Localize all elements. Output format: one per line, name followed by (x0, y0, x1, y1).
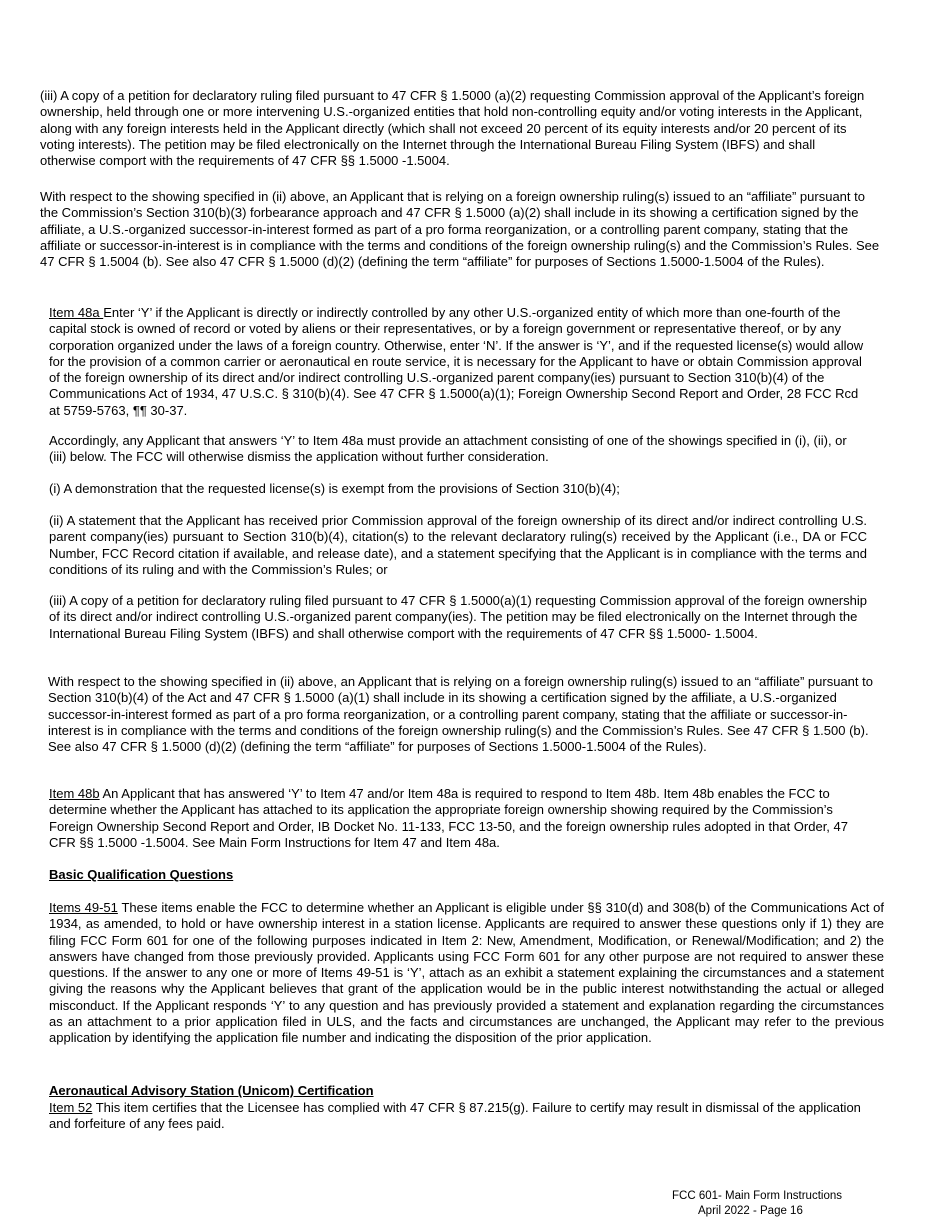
paragraph-text: With respect to the showing specified in (ii) above, an Applicant that is relying on a foreign ownership ruling(s) issued to an “affiliate” pursuant to Section 310(b)(4) of the Act and 47 CFR § 1.5000 (a)(1) shall include in its showing a certification signed by the affiliate, a U.S.-organized successor-in-interest formed as part of a pro forma reorganization, or a controlling parent company, stating that the affiliate or successor-in-interest is in compliance with the terms and conditions of the foreign ownership ruling(s) and the Commission’s Rules. See 47 CFR § 1.500 (b). See also 47 CFR § 1.5000 (d)(2) (defining the term “affiliate” for purposes of Sections 1.5000-1.5004 of the Rules). (48, 674, 873, 755)
paragraph-affiliate-showing-a1 (48, 674, 884, 755)
heading-basic-qualification (49, 867, 649, 883)
paragraph-text: (iii) A copy of a petition for declaratory ruling filed pursuant to 47 CFR § 1.5000 (a)(2) requesting Commission approval of the Applicant’s foreign ownership, held through one or more intervening U.S.-organized entities that hold non-controlling equity and/or voting interests in the Applicant, along with any foreign interests held in the Applicant directly (which shall not exceed 20 percent of its equity interests and/or 20 percent of its voting interests). The petition may be filed electronically on the Internet through the International Bureau Filing System (IBFS) and shall otherwise comport with the requirements of 47 CFR §§ 1.5000 -1.5004. (40, 88, 865, 169)
paragraph-text: (ii) A statement that the Applicant has received prior Commission approval of the foreign ownership of its direct and/or indirect controlling U.S. parent company(ies) pursuant to Section 310(b)(4), citation(s) to the relevant declaratory ruling(s) received by the Applicant (i.e., DA or FCC Number, FCC Record citation if available, and release date), and a statement specifying that the Applicant is in compliance with the terms and conditions of its ruling and with the Commission’s Rules; or (49, 513, 867, 577)
paragraph-text: With respect to the showing specified in (ii) above, an Applicant that is relying on a foreign ownership ruling(s) issued to an “affiliate” pursuant to the Commission’s Section 310(b)(3) forbearance approach and 47 CFR § 1.5000 (a)(2) shall include in its showing a certification signed by the affiliate, a U.S.-organized successor-in-interest formed as part of a pro forma reorganization, or a controlling parent company, stating that the affiliate or successor-in-interest is in compliance with the terms and conditions of the foreign ownership ruling(s) and the Commission’s Rules. See 47 CFR § 1.5004 (b). See also 47 CFR § 1.5000 (d)(2) (defining the term “affiliate” for purposes of Sections 1.5000-1.5004 of the Rules). (40, 189, 880, 270)
paragraph-text: (i) A demonstration that the requested license(s) is exempt from the provisions of Section 310(b)(4); (49, 481, 620, 496)
paragraph-ii-statement (49, 513, 867, 578)
footer-page-number: April 2022 - Page 16 (698, 1205, 803, 1217)
paragraph-i-demonstration (49, 481, 869, 497)
section-heading: Aeronautical Advisory Station (Unicom) Certification (49, 1083, 374, 1098)
heading-aeronautical-certification (49, 1083, 649, 1099)
paragraph-text: Accordingly, any Applicant that answers ‘Y’ to Item 48a must provide an attachment consisting of one of the showings specified in (i), (ii), or (iii) below. The FCC will otherwise dismiss the application without further consideration. (49, 433, 847, 465)
paragraph-affiliate-showing-a2 (40, 189, 882, 270)
paragraph-accordingly (49, 433, 861, 466)
item-52-paragraph (49, 1100, 879, 1133)
items-49-51-text: These items enable the FCC to determine whether an Applicant is eligible under §§ 310(d) and 308(b) of the Communications Act of 1934, as amended, to hold or have ownership interest in a station license. Applicants are required to answer these questions only if 1) they are filing FCC Form 601 for one of the following purposes indicated in Item 2: New, Amendment, Modification, or Renewal/Modification; and 2) the answers have changed from those previously provided. Applicants using FCC Form 601 for any other purpose are not required to answer these questions. If the answer to any one or more of Items 49-51 is ‘Y’, attach as an exhibit a statement explaining the circumstances and a statement giving the reasons why the Applicant believes that grant of the application would be in the public interest notwithstanding the actual or alleged misconduct. If the Applicant responds ‘Y’ to any question and has previously provided a statement and explanation regarding the circumstances as an attachment to a prior application filed in ULS, and the facts and circumstances are unchanged, the Applicant may refer to the previous application by identifying the application file number and indicating the disposition of the prior application. (49, 900, 884, 1046)
item-48a-paragraph (49, 305, 869, 419)
footer-form-title: FCC 601- Main Form Instructions (672, 1190, 842, 1202)
paragraph-iii-petition-a1 (49, 593, 867, 642)
paragraph-text: (iii) A copy of a petition for declaratory ruling filed pursuant to 47 CFR § 1.5000(a)(1) requesting Commission approval of the foreign ownership of its direct and/or indirect controlling U.S.-organized parent company(ies). The petition may be filed electronically on the Internet through the International Bureau Filing System (IBFS) and shall otherwise comport with the requirements of 47 CFR §§ 1.5000- 1.5004. (49, 593, 867, 641)
item-48a-text: Enter ‘Y’ if the Applicant is directly or indirectly controlled by any other U.S.-organized entity of which more than one-fourth of the capital stock is owned of record or voted by aliens or their representatives, or by a foreign government or representative thereof, or by any corporation organized under the laws of a foreign country. Otherwise, enter ‘N’. If the answer is ‘Y’, and if the requested license(s) would allow for the provision of a common carrier or aeronautical en route service, it is necessary for the Applicant to have or obtain Commission approval of the foreign ownership of its direct and/or indirect controlling U.S.-organized parent company(ies) pursuant to Section 310(b)(4) of the Communications Act of 1934, 47 U.S.C. § 310(b)(4). See 47 CFR § 1.5000(a)(1); Foreign Ownership Second Report and Order, 28 FCC Rcd at 5759-5763, ¶¶ 30-37. (49, 305, 864, 418)
items-49-51-paragraph (49, 900, 884, 1047)
page-footer (672, 1189, 862, 1219)
item-48b-paragraph (49, 786, 864, 851)
paragraph-iii-petition-a2 (40, 88, 870, 169)
item-52-label: Item 52 (49, 1100, 93, 1115)
section-heading: Basic Qualification Questions (49, 867, 234, 882)
item-52-text: This item certifies that the Licensee has complied with 47 CFR § 87.215(g). Failure to certify may result in dismissal of the application and forfeiture of any fees paid. (49, 1100, 861, 1132)
item-48a-label: Item 48a (49, 305, 104, 320)
item-48b-text: An Applicant that has answered ‘Y’ to Item 47 and/or Item 48a is required to respond to Item 48b. Item 48b enables the FCC to determine whether the Applicant has attached to its application the appropriate foreign ownership showing required by the Commission’s Foreign Ownership Second Report and Order, IB Docket No. 11-133, FCC 13-50, and the foreign ownership rules adopted in that Order, 47 CFR §§ 1.5000 -1.5004. See Main Form Instructions for Item 47 and Item 48a. (49, 786, 848, 850)
items-49-51-label: Items 49-51 (49, 900, 118, 915)
item-48b-label: Item 48b (49, 786, 100, 801)
